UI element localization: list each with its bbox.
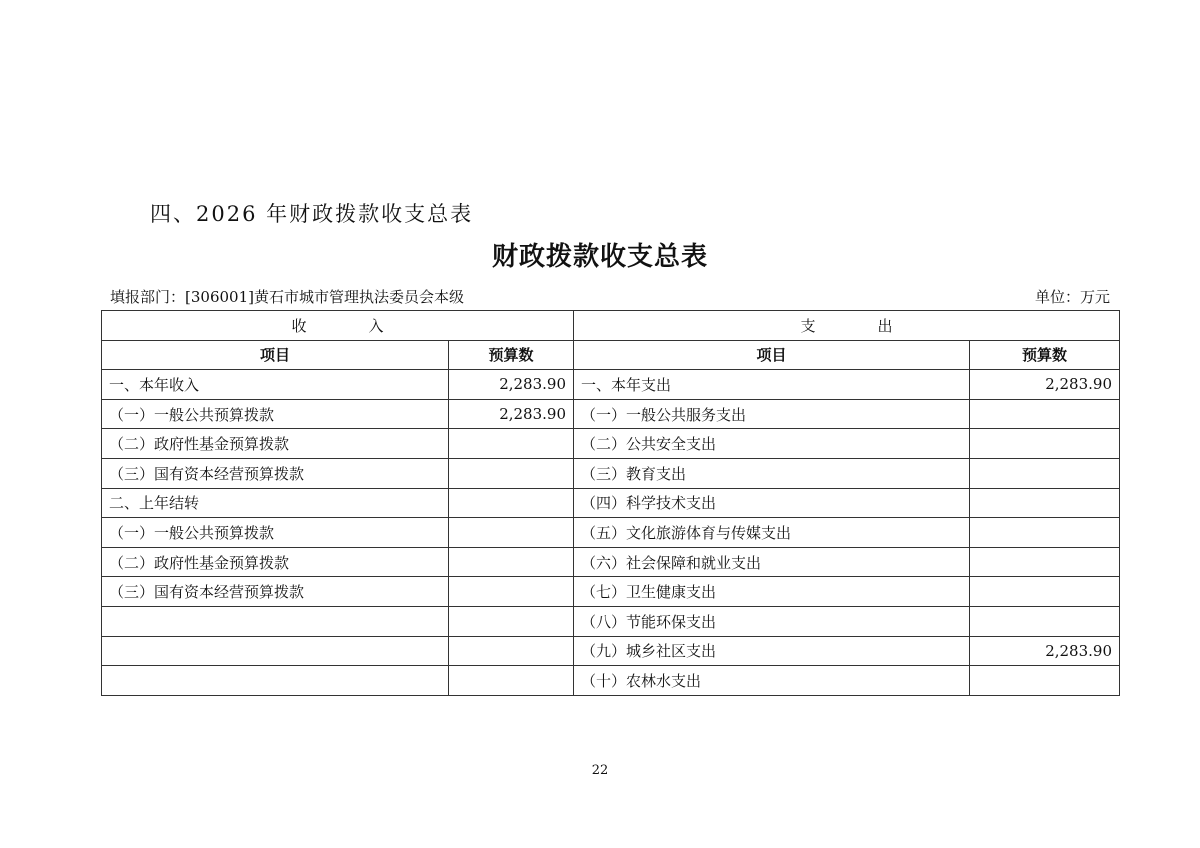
income-item-column-header: 项目 bbox=[102, 340, 449, 370]
expense-amount-cell bbox=[970, 606, 1120, 636]
table-row bbox=[102, 488, 1120, 518]
income-item-cell: （二）政府性基金预算拨款 bbox=[102, 429, 449, 459]
expense-amount-cell bbox=[970, 518, 1120, 548]
income-item-cell: （二）政府性基金预算拨款 bbox=[102, 547, 449, 577]
expense-item-cell: （四）科学技术支出 bbox=[574, 488, 970, 518]
expense-amount-cell bbox=[970, 488, 1120, 518]
income-item-cell: （一）一般公共预算拨款 bbox=[102, 518, 449, 548]
income-amount-cell bbox=[449, 429, 574, 459]
table-row bbox=[102, 399, 1120, 429]
expense-item-cell: （一）一般公共服务支出 bbox=[574, 399, 970, 429]
expense-amount-cell bbox=[970, 577, 1120, 607]
income-group-header bbox=[102, 311, 574, 341]
expense-amount-cell: 2,283.90 bbox=[970, 636, 1120, 666]
income-item-cell bbox=[102, 606, 449, 636]
income-item-cell: （一）一般公共预算拨款 bbox=[102, 399, 449, 429]
expense-amount-cell bbox=[970, 429, 1120, 459]
income-amount-cell bbox=[449, 458, 574, 488]
income-amount-cell bbox=[449, 606, 574, 636]
income-amount-cell: 2,283.90 bbox=[449, 399, 574, 429]
section-heading: 四、2026 年财政拨款收支总表 bbox=[150, 202, 474, 226]
table-row bbox=[102, 606, 1120, 636]
table-row bbox=[102, 518, 1120, 548]
table-row bbox=[102, 636, 1120, 666]
expense-item-cell: （九）城乡社区支出 bbox=[574, 636, 970, 666]
expense-item-cell: （五）文化旅游体育与传媒支出 bbox=[574, 518, 970, 548]
income-amount-cell bbox=[449, 518, 574, 548]
income-item-cell bbox=[102, 636, 449, 666]
income-amount-cell bbox=[449, 488, 574, 518]
income-item-cell: 二、上年结转 bbox=[102, 488, 449, 518]
page-number: 22 bbox=[591, 763, 609, 778]
expense-amount-cell: 2,283.90 bbox=[970, 370, 1120, 400]
group-header-row bbox=[102, 311, 1120, 341]
expense-item-cell: （十）农林水支出 bbox=[574, 666, 970, 696]
expense-group-header bbox=[574, 311, 1120, 341]
income-item-cell: 一、本年收入 bbox=[102, 370, 449, 400]
expense-item-cell: 一、本年支出 bbox=[574, 370, 970, 400]
expense-amount-cell bbox=[970, 547, 1120, 577]
table-row bbox=[102, 577, 1120, 607]
expense-item-column-header: 项目 bbox=[574, 340, 970, 370]
expense-amount-cell bbox=[970, 666, 1120, 696]
expense-budget-column-header: 预算数 bbox=[970, 340, 1120, 370]
income-budget-column-header: 预算数 bbox=[449, 340, 574, 370]
expense-item-cell: （二）公共安全支出 bbox=[574, 429, 970, 459]
column-header-row bbox=[102, 340, 1120, 370]
table-row bbox=[102, 429, 1120, 459]
income-item-cell: （三）国有资本经营预算拨款 bbox=[102, 577, 449, 607]
income-amount-cell: 2,283.90 bbox=[449, 370, 574, 400]
income-item-cell: （三）国有资本经营预算拨款 bbox=[102, 458, 449, 488]
table-row bbox=[102, 666, 1120, 696]
income-item-cell bbox=[102, 666, 449, 696]
department-label: 填报部门：[306001]黄石市城市管理执法委员会本级 bbox=[110, 288, 464, 306]
table-row bbox=[102, 370, 1120, 400]
expense-item-cell: （八）节能环保支出 bbox=[574, 606, 970, 636]
expense-item-cell: （七）卫生健康支出 bbox=[574, 577, 970, 607]
expense-header-char-1: 支 bbox=[800, 316, 816, 335]
expense-item-cell: （三）教育支出 bbox=[574, 458, 970, 488]
expense-amount-cell bbox=[970, 399, 1120, 429]
income-header-char-2: 入 bbox=[368, 316, 384, 335]
page-title: 财政拨款收支总表 bbox=[491, 242, 708, 272]
expense-amount-cell bbox=[970, 458, 1120, 488]
fiscal-appropriation-table bbox=[101, 310, 1120, 696]
expense-header-char-2: 出 bbox=[877, 316, 893, 335]
income-amount-cell bbox=[449, 577, 574, 607]
table-row bbox=[102, 547, 1120, 577]
expense-item-cell: （六）社会保障和就业支出 bbox=[574, 547, 970, 577]
table-row bbox=[102, 458, 1120, 488]
income-amount-cell bbox=[449, 666, 574, 696]
income-amount-cell bbox=[449, 636, 574, 666]
income-header-char-1: 收 bbox=[291, 316, 307, 335]
unit-label: 单位：万元 bbox=[1034, 288, 1110, 306]
income-amount-cell bbox=[449, 547, 574, 577]
